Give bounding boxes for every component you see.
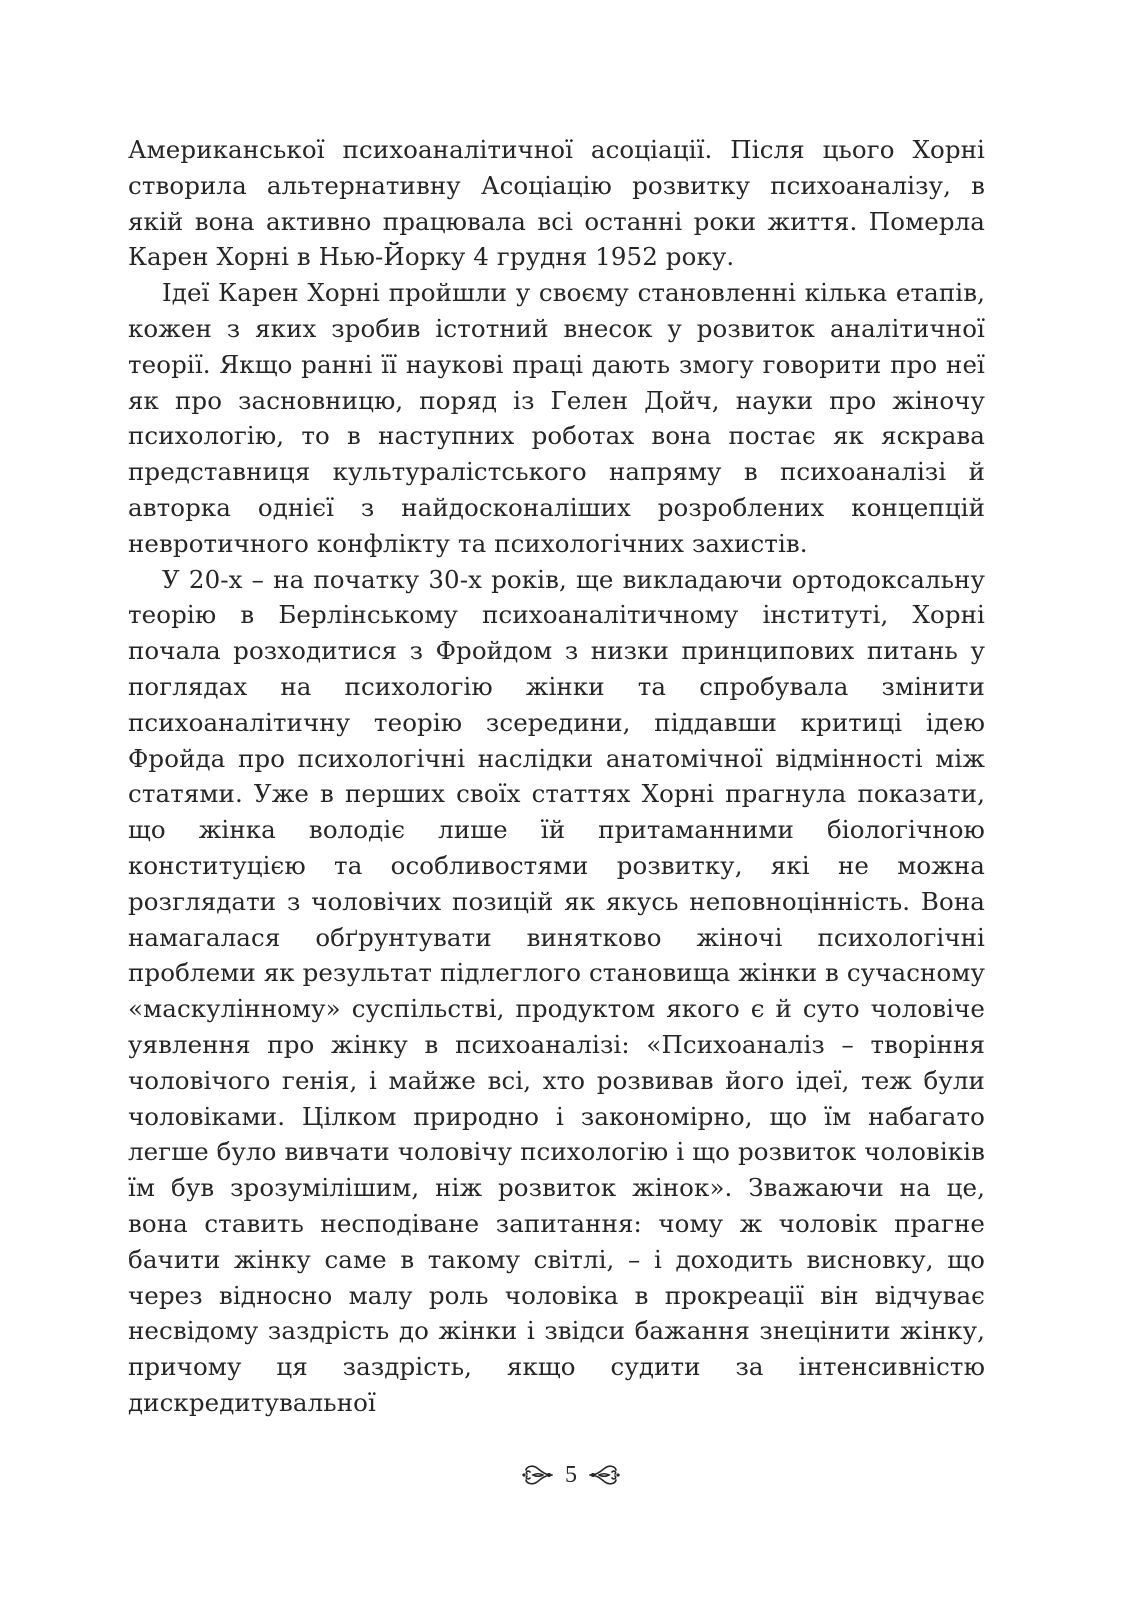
floral-ornament-right-icon (587, 1460, 621, 1490)
paragraph-2: Ідеї Карен Хорні пройшли у своєму становленні кілька етапів, кожен з яких зробив істотний внесок у розвиток аналітичної теорії. Якщо ранні її наукові праці дають змогу говорити про неї як про засновницю, поряд із Гелен Дойч, науки про жіночу психологію, то в наступних роботах вона постає як яскрава представниця культуралістського напряму в психоаналізі й авторка однієї з найдосконаліших розроблених концепцій невротичного конфлікту та психологічних захистів. (128, 278, 985, 558)
paragraph-1: Американської психоаналітичної асоціації. Після цього Хорні створила альтернативну Асоціацію розвитку психоаналізу, в якій вона активно працювала всі останні роки життя. Померла Карен Хорні в Нью-Йорку 4 грудня 1952 року. (128, 135, 985, 272)
body-text (128, 132, 985, 1421)
floral-ornament-left-icon (521, 1460, 555, 1490)
page-number: 5 (565, 1462, 577, 1488)
paragraph-3: У 20-х – на початку 30-х років, ще викладаючи ортодоксальну теорію в Берлінському психоаналітичному інституті, Хорні почала розходитися з Фройдом з низки принципових питань у поглядах на психологію жінки та спробувала змінити психоаналітичну теорію зсередини, піддавши критиці ідею Фройда про психологічні наслідки анатомічної відмінності між статями. Уже в перших своїх статтях Хорні прагнула показати, що жінка володіє лише їй притаманними біологічною конституцією та особливостями розвитку, які не можна розглядати з чоловічих позицій як якусь неповноцінність. Вона намагалася обґрунтувати винятково жіночі психологічні проблеми як результат підлеглого становища жінки в сучасному «маскулінному» суспільстві, продуктом якого є й суто чоловіче уявлення про жінку в психоаналізі: «Психоаналіз – творіння чоловічого генія, і майже всі, хто розвивав його ідеї, теж були чоловіками. Цілком природно і закономірно, що їм набагато легше було вивчати чоловічу психологію і що розвиток чоловіків їм був зрозумілішим, ніж розвиток жінок». Зважаючи на це, вона ставить несподіване запитання: чому ж чоловік прагне бачити жінку саме в такому світлі, – і доходить висновку, що через відносно малу роль чоловіка в прокреації він відчуває несвідому заздрість до жінки і звідси бажання знецінити жінку, причому ця заздрість, якщо судити за інтенсивністю дискредитувальної (128, 564, 985, 1417)
page-footer (0, 1455, 1142, 1495)
